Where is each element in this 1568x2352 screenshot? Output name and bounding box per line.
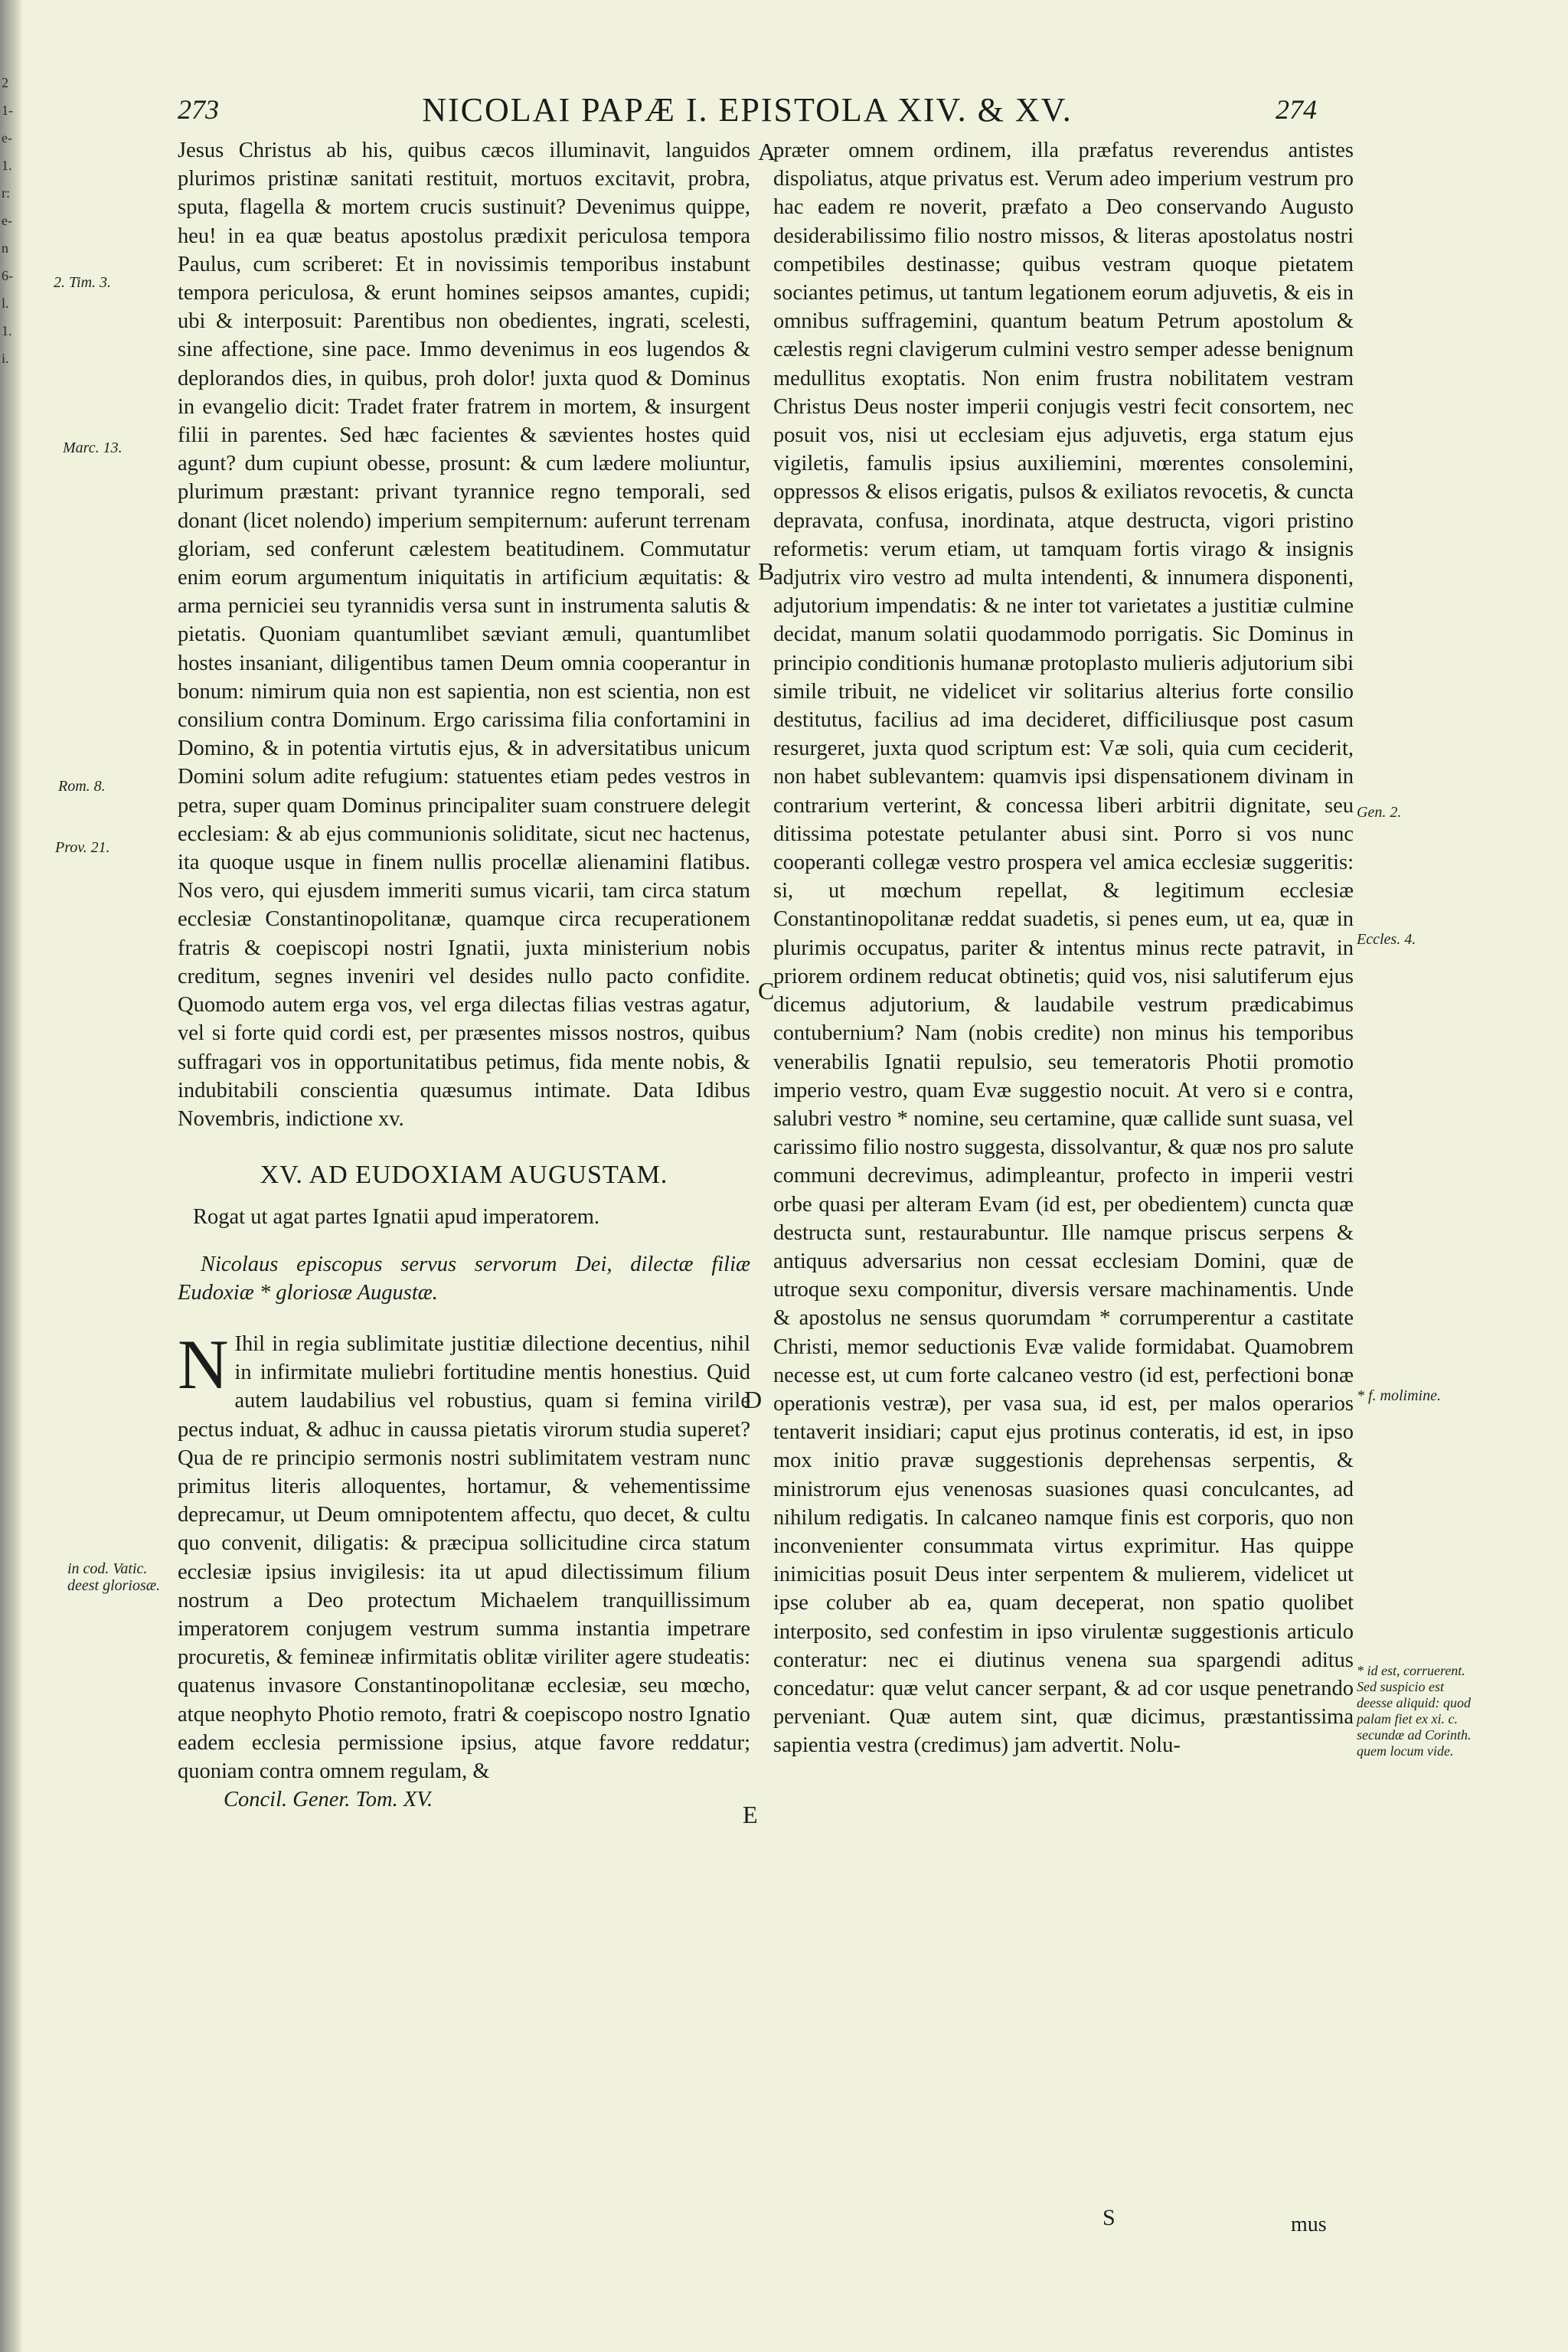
margin-note-molimine: * f. molimine.	[1357, 1387, 1441, 1404]
letter-xv-opening-paragraph	[178, 1325, 750, 1785]
margin-note-codex: in cod. Vatic. deest gloriosæ.	[67, 1560, 161, 1594]
running-title: NICOLAI PAPÆ I. EPISTOLA XIV. & XV.	[422, 91, 1073, 129]
page-header	[178, 90, 1317, 136]
margin-note-marc: Marc. 13.	[63, 439, 122, 456]
section-title: XV. AD EUDOXIAM AUGUSTAM.	[260, 1161, 668, 1190]
margin-note-rom: Rom. 8.	[58, 778, 106, 795]
margin-note-eccl: Eccles. 4.	[1357, 931, 1416, 948]
left-column	[178, 136, 750, 1814]
letter-xv-opening-text: Ihil in regia sublimitate justitiæ dilectione decentius, nihil in infirmitate muliebri fortitudine mentis honestius. Quid autem laudabilius vel robustius, quam si femina virile pectus induat, & adhuc in caussa pietatis virorum studia superet? Qua de re principio sermonis nostri sublimitatem vestram nunc primitus literis alloquentes, hortamur, & vehementissime deprecamur, ut Deum omnipotentem affectu, quo decet, & cultu quo convenit, diligatis: & præcipua sollicitudine circa statum ecclesiæ ipsius invigilesis: ita ut apud dilectissimum filium nostrum a Deo protectum Michaelem tranquillissimum imperatorem conjugem vestrum summa instantia impetrare procuretis, & femineæ infirmitatis oblitæ viriliter agere studeatis: quatenus invasore Constantinopolitanæ ecclesiæ, seu mœcho, atque neophyto Photio remoto, fratri & coepiscopo nostro Ignatio eadem ecclesia permissione ipsius, atque favore reddatur; quoniam contra omnem regulam, &	[178, 1331, 750, 1783]
margin-note-gen: Gen. 2.	[1357, 804, 1402, 821]
section-letter-b: B	[758, 557, 775, 585]
margin-note-prov: Prov. 21.	[55, 839, 110, 856]
page-number-left: 273	[178, 94, 219, 125]
section-letter-c: C	[758, 977, 775, 1004]
letter-summary: Rogat ut agat partes Ignatii apud imperatorem.	[193, 1205, 600, 1230]
right-column	[773, 136, 1354, 1760]
salutation: Nicolaus episcopus servus servorum Dei, dilectæ filiæ Eudoxiæ * gloriosæ Augustæ.	[178, 1252, 750, 1305]
gutter-text: 2 1- e- 1. r: e- n 6- l. 1. i.	[2, 75, 13, 366]
signature-mark: S	[1102, 2205, 1116, 2230]
binding-gutter	[0, 0, 21, 2352]
footer-signature-line	[178, 1785, 750, 1814]
footer-volume: Concil. Gener. Tom. XV.	[224, 1788, 433, 1812]
page-number-right: 274	[1276, 94, 1317, 125]
section-letter-a: A	[758, 138, 776, 165]
section-letter-e: E	[743, 1801, 758, 1828]
margin-note-tim: 2. Tim. 3.	[54, 274, 112, 291]
margin-note-idest: * id est, corruerent. Sed suspicio est deesse aliquid: quod palam fiet ex xi. c. secundæ ad Corinth. quem locum vide.	[1357, 1663, 1472, 1759]
drop-cap: N	[178, 1325, 229, 1403]
letter-xv-continuation: præter omnem ordinem, illa præfatus reverendus antistes dispoliatus, atque privatus est. Verum adeo imperium vestrum pro hac eadem re noverit, præfato a Deo conservando Augusto desiderabilissimo filio nostro missos, & literas apostolatus nostri competibiles destinasse; quibus vestram quoque pietatem sociantes petimus, ut tantum legationem eorum adjuvetis, & eis in omnibus suffragemini, quantum beatum Petrum apostolum & cælestis regni clavigerum culmini vestro semper adesse benignum medullitus exoptatis. Non enim frustra nobilitatem vestram Christus Deus noster imperii conjugis vestri fecit consortem, nec posuit vos, nisi ut ecclesiam ejus adjuvetis, erga statum ejus vigiletis, famulis ipsius auxiliemini, mœrentes consolemini, oppressos & elisos erigatis, pulsos & exiliatos revocetis, & cuncta depravata, confusa, inordinata, atque destructa, vigori pristino reformetis: verum etiam, ut tamquam fortis virago & insignis adjutrix viro vestro ad multa intendenti, & innumera disponenti, adjutorium impendatis: & ne inter tot varietates a justitiæ culmine decidat, manum solatii quodammodo porrigatis. Sic Dominus in principio conditionis humanæ protoplasto mulieris adjutorium sibi simile tribuit, ne videlicet vir solitarius alterius forte consilio destitutus, facilius ad ima decideret, difficiliusque post casum resurgeret, juxta quod scriptum est: Væ soli, quia cum ceciderit, non habet sublevantem: quamvis ipsi dispensationem divinam in contrarium verterint, & concessa liberi arbitrii dignitate, seu ditissima potestate petulanter abusi sint. Porro si vos nunc cooperanti collegæ vestro prospera vel amica ecclesiæ suggeritis: si, ut mœchum repellat, & legitimum ecclesiæ Constantinopolitanæ reddat suadetis, si penes eum, ut ea, quæ in plurimis occupatus, pariter & intentus minus recte patravit, in priorem ordinem reducat obtinetis; quid vos, nisi salutiferum ejus dicemus adjutorium, & laudabile vestrum prædicabimus contubernium? Nam (nobis credite) non minus his temporibus venerabilis Ignatii repulsio, seu temeratoris Photii promotio imperio vestro, quam Evæ suggestio nocuit. At vero si e contra, salubri vestro * nomine, seu certamine, quæ callide sunt suasa, vel carissimo filio nostro suggesta, dissolvantur, & quæ nos pro salute communi decrevimus, adimpleantur, profecto in imperii vestri orbe quasi per alteram Evam (id est, per obedientem) cuncta quæ destructa sunt, restaurabuntur. Ille namque priscus serpens & antiquus adversarius non cessat ecclesiam Domini, quæ de utroque sexu componitur, diversis versare machinamentis. Unde & apostolus ne sensus quorumdam * corrumperentur a castitate Christi, memor seductionis Evæ valide formidabat. Quamobrem necesse est, ut cum forte calcaneo vestro (id est, perfectioni bonæ operationis vestræ), per vasa sua, id est, per malos operarios tentaverit insidiari; caput ejus protinus conteratis, id est, in ipso mox initio pravæ suggestionis deprehensas serpentis, & ministrorum ejus venenosas suasiones quasi conculcantes, ad nihilum redigatis. In calcaneo namque finis est corporis, quo non inconvenienter consummata virtus exprimitur. Has quippe inimicitias posuit Deus inter serpentem & mulierem, videlicet ut ipse coluber ab ea, quam deceperat, non spatio quolibet interposito, sed confestim in ipso virulentæ suggestionis articulo conteratur: nec ei diutinus venena sua spargendi aditus concedatur: quæ velut cancer serpant, & ad cor usque penetrando perveniant. Quæ autem sint, quæ dicimus, præstantissima sapientia vestra (credimus) jam advertit. Nolu-	[773, 139, 1354, 1758]
catchword: mus	[1291, 2213, 1327, 2236]
letter-xiv-closing-paragraph: Jesus Christus ab his, quibus cæcos illuminavit, languidos plurimos pristinæ sanitati restituit, mortuos excitavit, probra, sputa, flagella & mortem crucis sustinuit? Devenimus quippe, heu! in ea quæ beatus apostolus prædixit periculosa tempora Paulus, cum scriberet: Et in novissimis temporibus instabunt tempora periculosa, & erunt homines seipsos amantes, cupidi; ubi & interposuit: Parentibus non obedientes, ingrati, scelesti, sine affectione, sine pace. Immo devenimus in eos lugendos & deplorandos dies, in quibus, proh dolor! juxta quod & Dominus in evangelio dicit: Tradet frater fratrem in mortem, & insurgent filii in parentes. Sed hæc facientes & sævientes hostes quid agunt? dum cupiunt obesse, prosunt: & cum lædere moliuntur, plurimum præstant: privant tyrannice regno temporali, sed donant (licet nolendo) imperium sempiternum: auferunt terrenam gloriam, sed conferunt cælestem beatitudinem. Commutatur enim eorum argumentum iniquitatis in artificium æquitatis: & arma perniciei seu tyrannidis versa sunt in instrumenta salutis & pietatis. Quoniam quantumlibet sæviant æmuli, quantumlibet hostes insaniant, diligentibus tamen Deum omnia cooperantur in bonum: nimirum quia non est sapientia, non est scientia, non est consilium contra Dominum. Ergo carissima filia confortamini in Domino, & in potentia virtutis ejus, & in adversitatibus unicum Domini solum adite refugium: statuentes etiam pedes vestros in petra, super quam Dominus principaliter suam construere delegit ecclesiam: & ab ejus communionis soliditate, sicut nec hactenus, ita quoque usque in finem nullis procellæ alienamini flatibus. Nos vero, qui ejusdem immeriti sumus vicarii, tam circa statum ecclesiæ Constantinopolitanæ, quamque circa recuperationem fratris & coepiscopi nostri Ignatii, juxta ministerium nobis creditum, segnes inveniri vel desides nullo pacto confidite. Quomodo autem erga vos, vel erga dilectas filias vestras agatur, vel si forte quid cordi est, per præsentes missos nostros, quibus suffragari vos in opportunitatibus petimus, fida mente nobis, & indubitabili conscientia quæsumus intimate. Data Idibus Novembris, indictione xv.	[178, 139, 750, 1131]
section-letter-d: D	[744, 1386, 763, 1413]
